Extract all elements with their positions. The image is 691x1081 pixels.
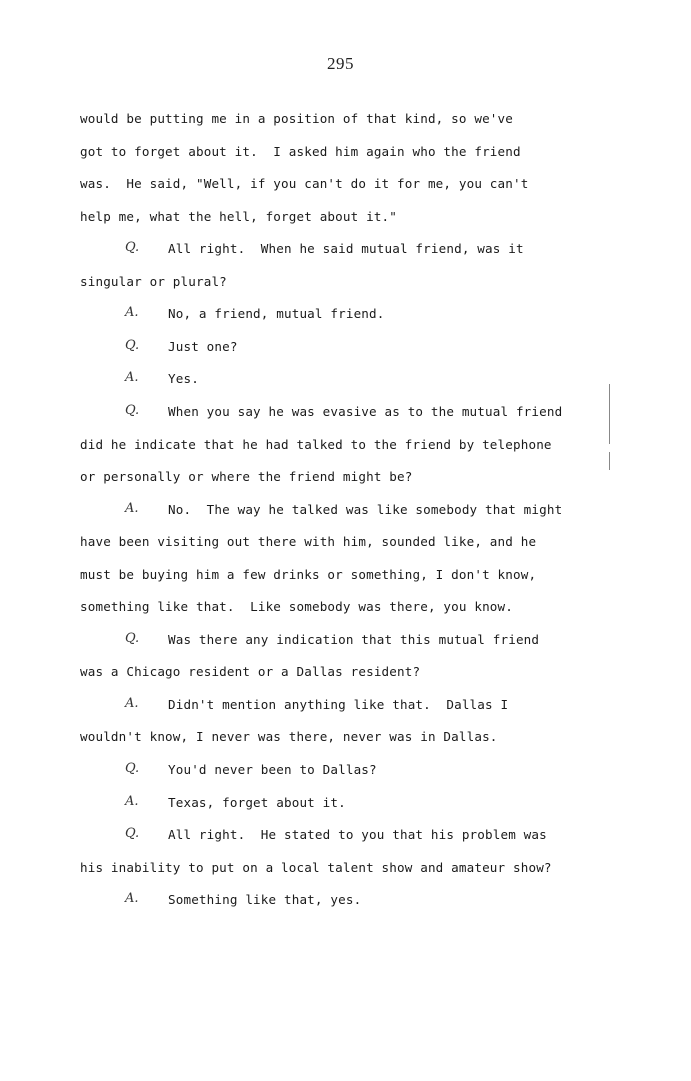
question-marker: Q. [125, 826, 140, 842]
transcript-line: You'd never been to Dallas? [168, 762, 377, 777]
answer-marker: A. [125, 891, 139, 907]
transcript-line: Something like that, yes. [168, 892, 362, 908]
transcript-line: When you say he was evasive as to the mutual friend [168, 403, 563, 419]
transcript-line: would be putting me in a position of that kind, so we've [80, 111, 513, 126]
transcript-line: have been visiting out there with him, sounded like, and he [80, 534, 537, 550]
transcript-line: wouldn't know, I never was there, never was in Dallas. [80, 729, 498, 745]
transcript-line: or personally or where the friend might be? [80, 469, 413, 485]
margin-mark [609, 452, 610, 470]
transcript-line: singular or plural? [80, 273, 227, 289]
transcript-line: got to forget about it. I asked him again who the friend [80, 143, 521, 159]
transcript-line: Was there any indication that this mutual friend [168, 631, 540, 647]
answer-marker: A. [125, 500, 139, 516]
answer-marker: A. [125, 370, 139, 386]
transcript-line: was. He said, "Well, if you can't do it for me, you can't [80, 176, 529, 192]
transcript-line: Yes. [168, 371, 199, 387]
question-marker: Q. [125, 337, 140, 353]
question-marker: Q. [125, 402, 140, 418]
question-marker: Q. [125, 240, 140, 256]
transcript-line: All right. When he said mutual friend, was it [168, 241, 524, 257]
transcript-line: No. The way he talked was like somebody that might [168, 501, 563, 517]
transcript-line: help me, what the hell, forget about it." [80, 208, 398, 224]
transcript-line: his inability to put on a local talent show and amateur show? [80, 859, 552, 875]
transcript-line: something like that. Like somebody was there, you know. [80, 599, 513, 615]
transcript-line: Just one? [168, 338, 238, 354]
transcript-line: No, a friend, mutual friend. [168, 306, 385, 322]
transcript-line: Didn't mention anything like that. Dallas I [168, 696, 509, 712]
transcript-line: must be buying him a few drinks or something, I don't know, [80, 566, 537, 582]
transcript-line: All right. He stated to you that his problem was [168, 827, 547, 843]
transcript-line: Texas, forget about it. [168, 794, 346, 810]
question-marker: Q. [125, 761, 140, 776]
transcript-line: did he indicate that he had talked to the friend by telephone [80, 436, 552, 452]
answer-marker: A. [125, 305, 139, 321]
transcript-line: was a Chicago resident or a Dallas resident? [80, 664, 421, 680]
margin-mark [609, 384, 610, 444]
page-number: 295 [327, 54, 354, 73]
answer-marker: A. [125, 793, 139, 809]
question-marker: Q. [125, 630, 140, 646]
answer-marker: A. [125, 695, 139, 711]
